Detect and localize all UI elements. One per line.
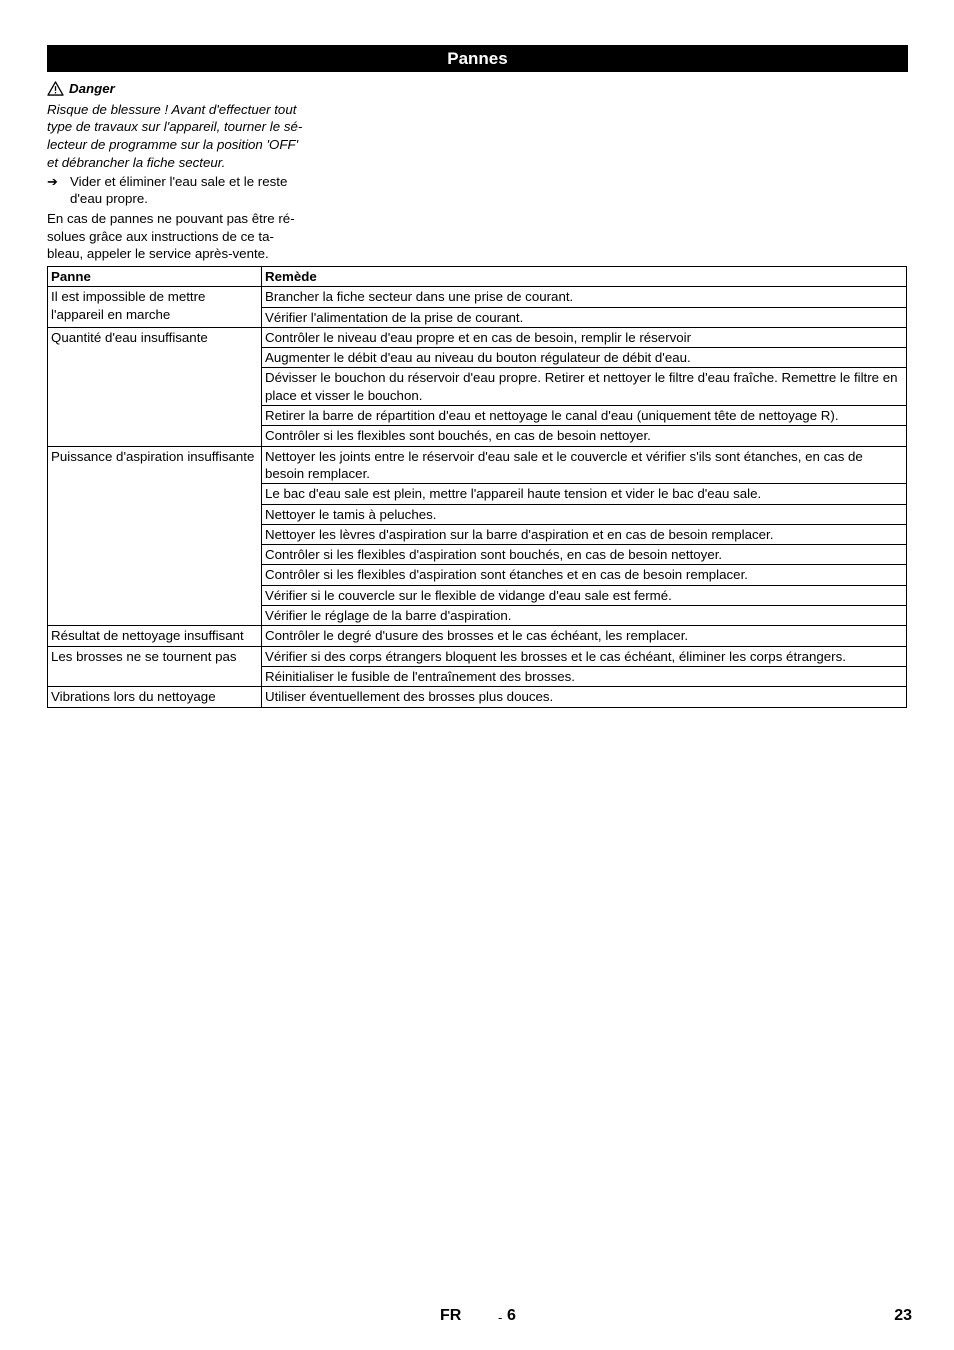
section-title: Pannes (47, 45, 908, 72)
remedy-cell: Contrôler si les flexibles d'aspiration sont bouchés, en cas de besoin nettoyer. (262, 545, 907, 565)
table-row (48, 287, 907, 307)
remedy-cell: Utiliser éventuellement des brosses plus douces. (262, 687, 907, 707)
fault-cell: Résultat de nettoyage insuffisant (48, 626, 262, 646)
warning-triangle-icon (47, 81, 64, 96)
remedy-cell: Vérifier si le couvercle sur le flexible de vidange d'eau sale est fermé. (262, 585, 907, 605)
remedy-cell: Nettoyer le tamis à peluches. (262, 504, 907, 524)
remedy-cell: Réinitialiser le fusible de l'entraînement des brosses. (262, 666, 907, 686)
remedy-cell: Nettoyer les joints entre le réservoir d'eau sale et le couvercle et vérifier s'ils sont étanches, en cas de besoin remplacer. (262, 446, 907, 484)
service-note (47, 210, 327, 263)
danger-text (47, 101, 327, 172)
arrow-right-icon: ➔ (47, 173, 58, 189)
note-line: En cas de pannes ne pouvant pas être ré- (47, 210, 295, 226)
remedy-cell: Contrôler le niveau d'eau propre et en cas de besoin, remplir le réservoir (262, 327, 907, 347)
remedy-cell: Vérifier le réglage de la barre d'aspiration. (262, 606, 907, 626)
remedy-cell: Contrôler si les flexibles d'aspiration sont étanches et en cas de besoin remplacer. (262, 565, 907, 585)
danger-heading (47, 80, 327, 98)
remedy-cell: Contrôler le degré d'usure des brosses et le cas échéant, les remplacer. (262, 626, 907, 646)
fault-cell: Vibrations lors du nettoyage (48, 687, 262, 707)
instruction-step (47, 173, 327, 208)
remedy-cell: Contrôler si les flexibles sont bouchés, en cas de besoin nettoyer. (262, 426, 907, 446)
intro-block (47, 80, 327, 263)
step-line: d'eau propre. (70, 191, 148, 207)
footer-page-number: 23 (894, 1307, 912, 1324)
fault-cell: Il est impossible de mettre l'appareil en marche (48, 287, 262, 328)
table-body (48, 287, 907, 707)
footer-section-number: 6 (507, 1307, 516, 1324)
table-header-row (48, 267, 907, 287)
table-row (48, 687, 907, 707)
fault-column-header: Panne (48, 267, 262, 287)
fault-cell: Puissance d'aspiration insuffisante (48, 446, 262, 626)
fault-cell: Quantité d'eau insuffisante (48, 327, 262, 446)
danger-line: type de travaux sur l'appareil, tourner le sé- (47, 119, 303, 135)
fault-cell: Les brosses ne se tournent pas (48, 646, 262, 687)
remedy-cell: Le bac d'eau sale est plein, mettre l'appareil haute tension et vider le bac d'eau sale. (262, 484, 907, 504)
danger-label: Danger (69, 81, 115, 96)
remedy-cell: Vérifier l'alimentation de la prise de courant. (262, 307, 907, 327)
remedy-cell: Brancher la fiche secteur dans une prise de courant. (262, 287, 907, 307)
remedy-cell: Retirer la barre de répartition d'eau et nettoyage le canal d'eau (uniquement tête de nettoyage R). (262, 406, 907, 426)
remedy-cell: Augmenter le débit d'eau au niveau du bouton régulateur de débit d'eau. (262, 348, 907, 368)
step-line: Vider et éliminer l'eau sale et le reste (70, 173, 288, 189)
remedy-column-header: Remède (262, 267, 907, 287)
footer-language: FR (440, 1307, 462, 1324)
remedy-cell: Dévisser le bouchon du réservoir d'eau propre. Retirer et nettoyer le filtre d'eau fraîche. Remettre le filtre en place et visser le bouchon. (262, 368, 907, 406)
troubleshooting-table (47, 266, 907, 708)
table-row (48, 626, 907, 646)
remedy-cell: Nettoyer les lèvres d'aspiration sur la barre d'aspiration et en cas de besoin remplacer. (262, 524, 907, 544)
danger-line: lecteur de programme sur la position 'OFF' (47, 137, 299, 153)
table-row (48, 646, 907, 666)
danger-line: Risque de blessure ! Avant d'effectuer tout (47, 101, 297, 117)
table-row (48, 327, 907, 347)
note-line: bleau, appeler le service après-vente. (47, 246, 269, 262)
table-row (48, 446, 907, 484)
note-line: solues grâce aux instructions de ce ta- (47, 228, 274, 244)
remedy-cell: Vérifier si des corps étrangers bloquent les brosses et le cas échéant, éliminer les corps étrangers. (262, 646, 907, 666)
footer-separator: - (498, 1310, 503, 1325)
danger-line: et débrancher la fiche secteur. (47, 154, 226, 170)
